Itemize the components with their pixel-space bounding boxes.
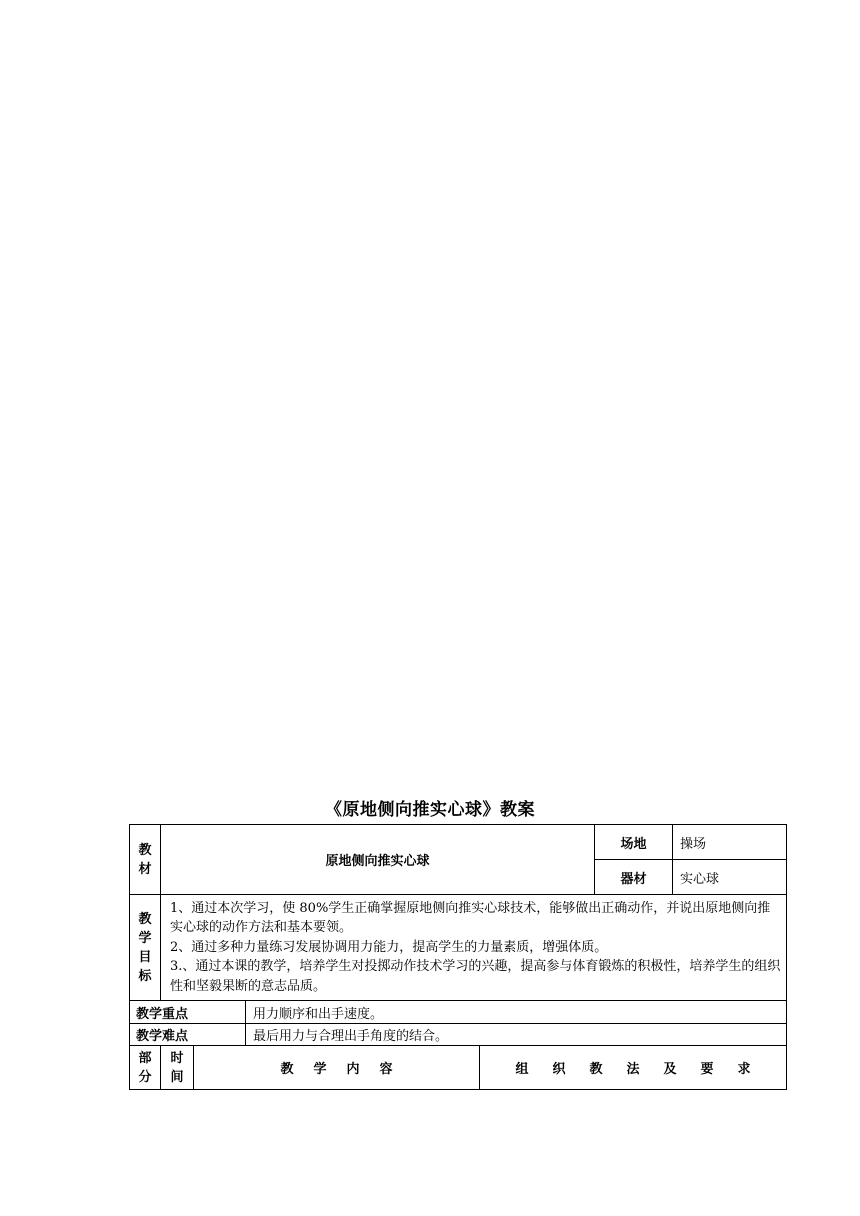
venue-row bbox=[130, 825, 787, 860]
venue-value-cell: 操场 bbox=[673, 825, 787, 860]
goals-label-cell: 教 学 目 标 bbox=[130, 895, 161, 1001]
key-point-label-cell: 教学重点 bbox=[130, 1001, 246, 1024]
difficulty-value-cell: 最后用力与合理出手角度的结合。 bbox=[246, 1024, 787, 1046]
section-header-cell: 部 分 bbox=[130, 1046, 161, 1090]
material-value-cell: 原地侧向推实心球 bbox=[161, 825, 595, 895]
venue-label-cell: 场地 bbox=[595, 825, 673, 860]
goal-item: 3.、通过本课的教学，培养学生对投掷动作技术学习的兴趣，提高参与体育锻炼的积极性，培养学生的组织性和坚毅果断的意志品质。 bbox=[170, 959, 781, 994]
goals-row bbox=[130, 895, 787, 1001]
content-header-cell: 教 学 内 容 bbox=[194, 1046, 480, 1090]
key-point-value-cell: 用力顺序和出手速度。 bbox=[246, 1001, 787, 1024]
equipment-label-cell: 器材 bbox=[595, 860, 673, 895]
goals-cell bbox=[161, 895, 787, 1001]
difficulty-row bbox=[130, 1024, 787, 1046]
key-point-row bbox=[130, 1001, 787, 1024]
equipment-value-cell: 实心球 bbox=[673, 860, 787, 895]
method-header-cell: 组 织 教 法 及 要 求 bbox=[480, 1046, 787, 1090]
page-title: 《原地侧向推实心球》教案 bbox=[325, 800, 535, 820]
column-header-row bbox=[130, 1046, 787, 1090]
goal-item: 1、通过本次学习，使 80%学生正确掌握原地侧向推实心球技术，能够做出正确动作，并说出原地侧向推实心球的动作方法和基本要领。 bbox=[170, 900, 771, 936]
lesson-plan-table bbox=[129, 824, 787, 1090]
material-label-cell: 教 材 bbox=[130, 825, 161, 895]
time-header-cell: 时 间 bbox=[161, 1046, 194, 1090]
goal-item: 2、通过多种力量练习发展协调用力能力，提高学生的力量素质，增强体质。 bbox=[170, 939, 608, 955]
difficulty-label-cell: 教学难点 bbox=[130, 1024, 246, 1046]
